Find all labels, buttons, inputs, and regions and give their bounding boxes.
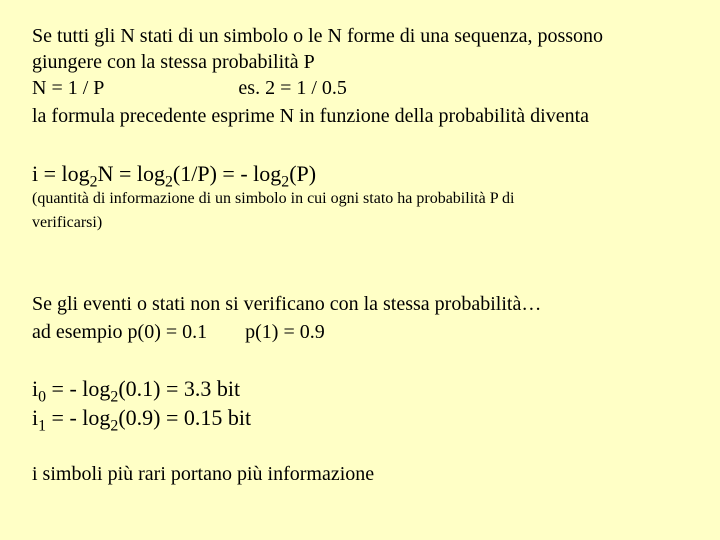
formula-part: i = log bbox=[32, 161, 90, 186]
result-i1 bbox=[32, 405, 252, 435]
result-part: (0.1) = 3.3 bit bbox=[118, 376, 241, 401]
formula-n-equals: N = 1 / P bbox=[32, 77, 105, 99]
formula-subscript: 2 bbox=[281, 173, 290, 191]
formula-part: (1/P) = - log bbox=[172, 161, 282, 186]
note-line-2: verificarsi) bbox=[32, 214, 103, 231]
conclusion: i simboli più rari portano più informazione bbox=[32, 463, 375, 485]
result-part: = - log bbox=[46, 405, 111, 430]
intro-line-3 bbox=[32, 76, 347, 100]
formula-subscript: 2 bbox=[89, 173, 98, 191]
formula-part: (P) bbox=[289, 161, 317, 186]
result-part: = - log bbox=[46, 376, 111, 401]
result-subscript: 2 bbox=[110, 417, 119, 435]
note-line-1: (quantità di informazione di un simbolo in cui ogni stato ha probabilità P di bbox=[32, 190, 515, 207]
result-subscript: 1 bbox=[38, 417, 47, 435]
probability-one: p(1) = 0.9 bbox=[245, 321, 325, 343]
result-subscript: 2 bbox=[110, 388, 119, 406]
result-part: i bbox=[32, 376, 39, 401]
intro-line-2: giungere con la stessa probabilità P bbox=[32, 51, 315, 73]
probability-zero: ad esempio p(0) = 0.1 bbox=[32, 321, 208, 343]
result-part: i bbox=[32, 405, 39, 430]
formula-example: es. 2 = 1 / 0.5 bbox=[238, 77, 347, 99]
formula-subscript: 2 bbox=[164, 173, 173, 191]
result-subscript: 0 bbox=[38, 388, 47, 406]
result-i0 bbox=[32, 376, 241, 406]
intro-line-4: la formula precedente esprime N in funzione della probabilità diventa bbox=[32, 105, 590, 127]
intro-line-1: Se tutti gli N stati di un simbolo o le N forme di una sequenza, possono bbox=[32, 25, 604, 47]
result-part: (0.9) = 0.15 bit bbox=[118, 405, 252, 430]
formula-part: N = log bbox=[97, 161, 165, 186]
information-formula bbox=[32, 161, 317, 191]
example-line-2 bbox=[32, 320, 325, 344]
example-line-1: Se gli eventi o stati non si verificano con la stessa probabilità… bbox=[32, 293, 542, 315]
